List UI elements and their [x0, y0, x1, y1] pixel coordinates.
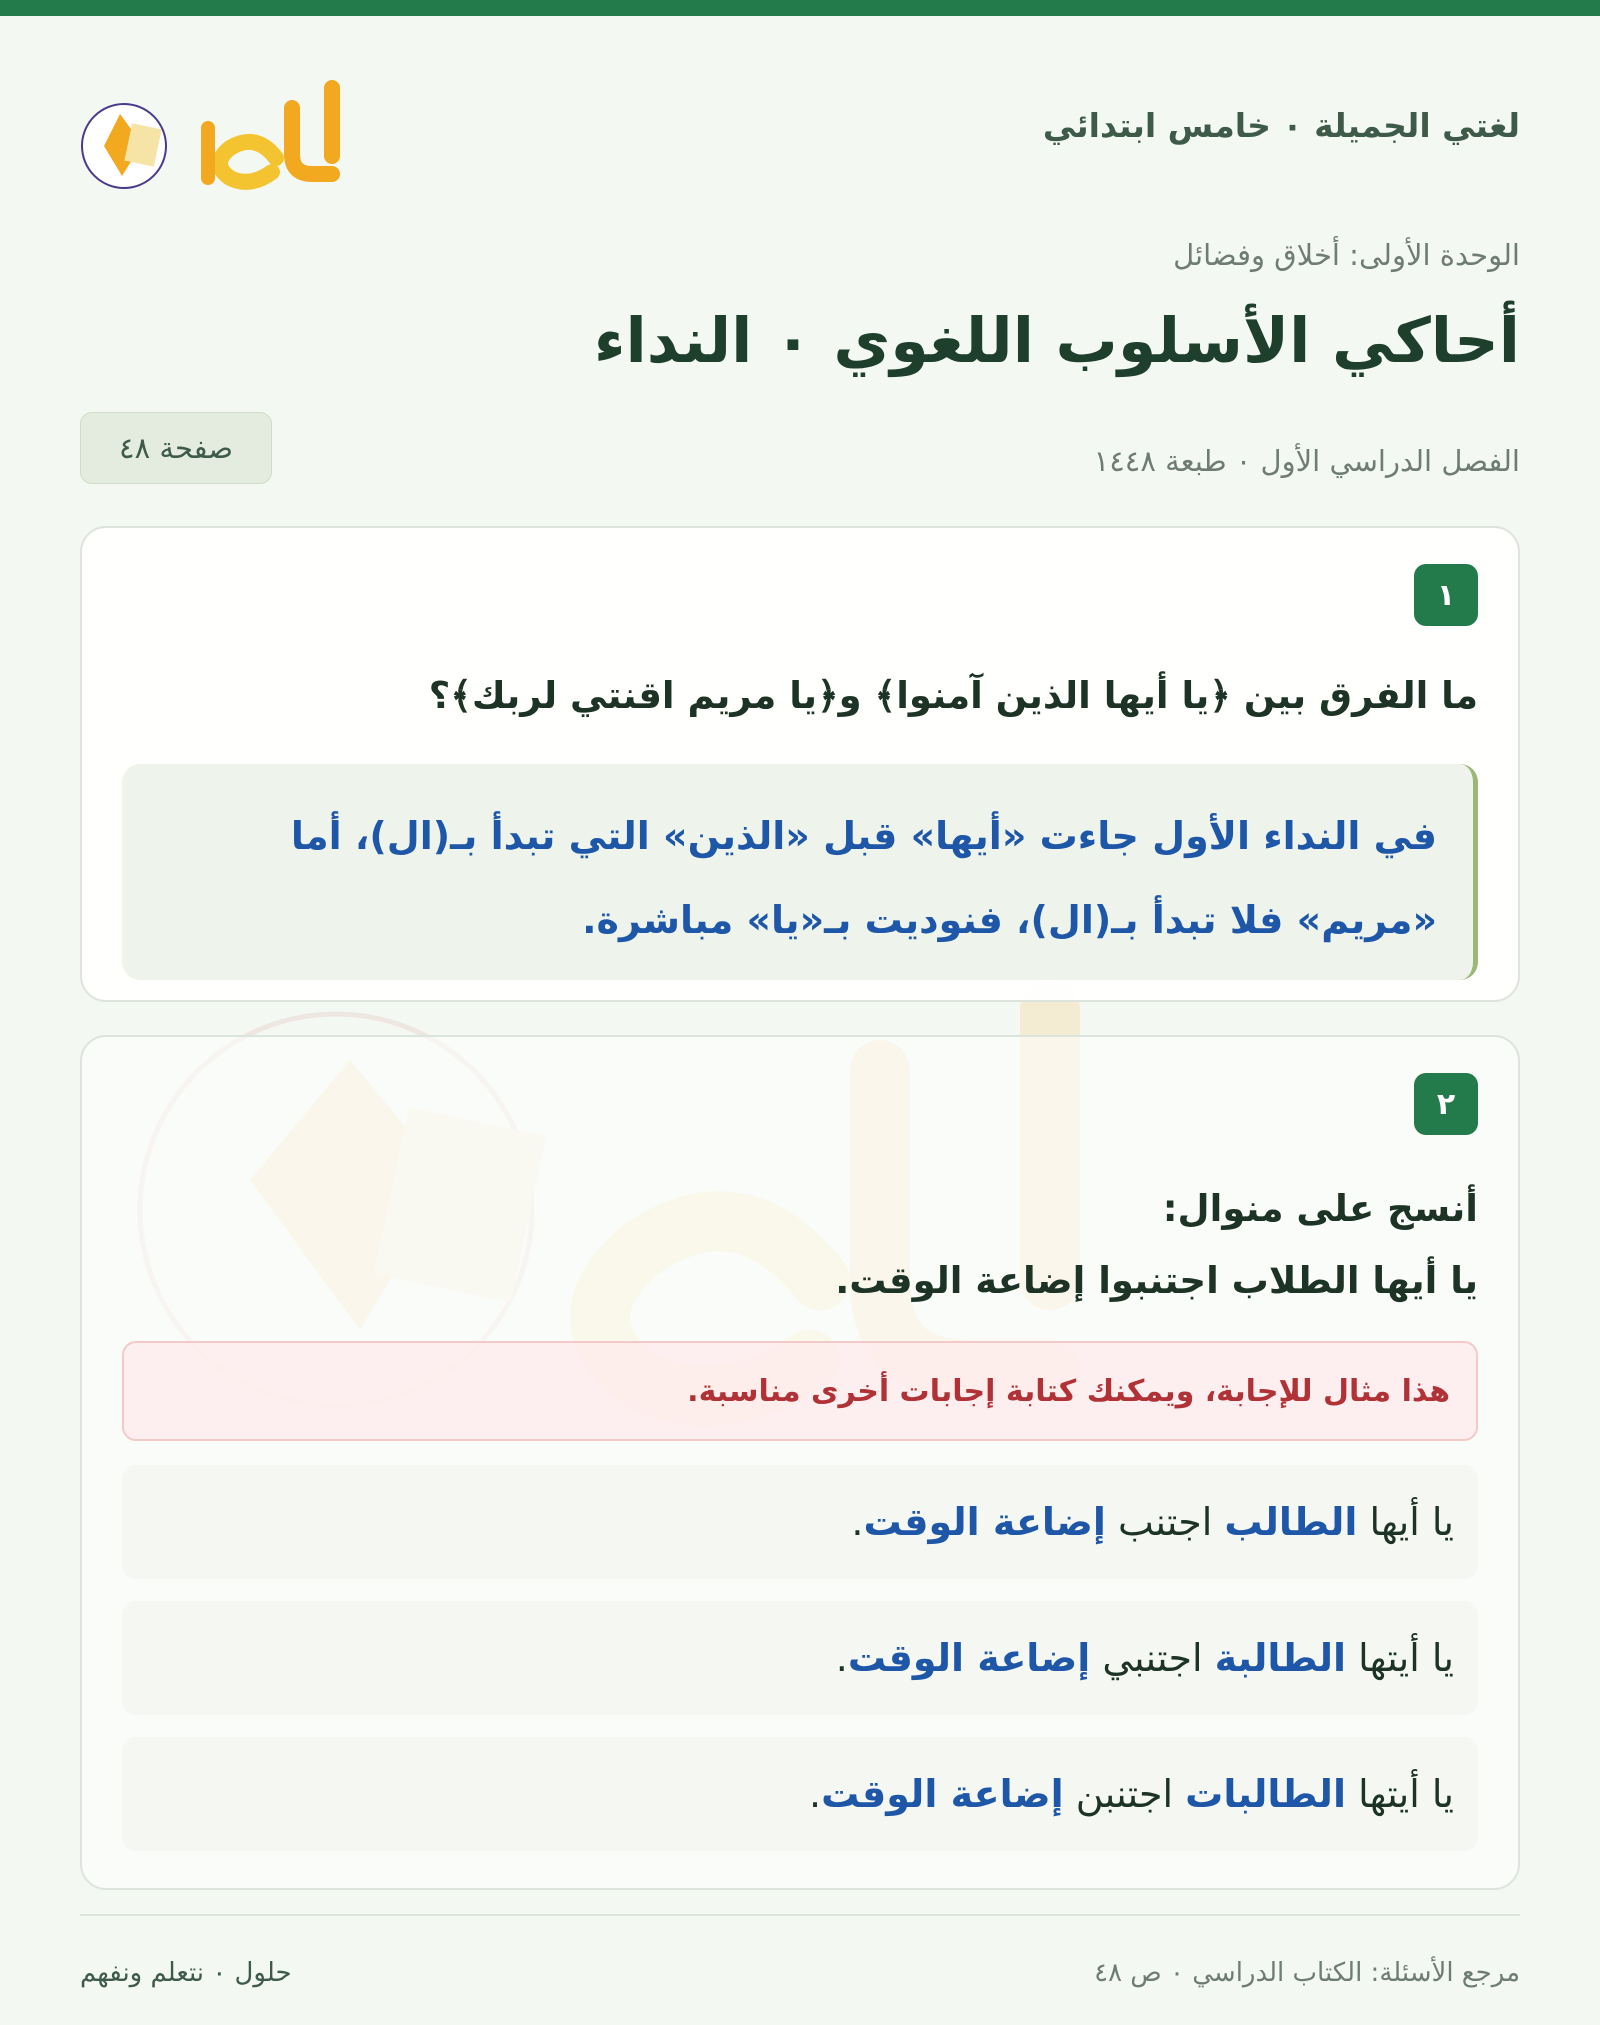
example-text: يا أيتها: [1345, 1636, 1454, 1680]
question-text: ما الفرق بين ﴿يا أيها الذين آمنوا﴾ و﴿يا مريم اقنتي لربك﴾؟: [428, 674, 1478, 717]
example-highlight: الطالبات: [1185, 1772, 1346, 1816]
example-highlight: إضاعة الوقت: [863, 1500, 1106, 1544]
question-text: أنسج على منوال:: [1162, 1187, 1478, 1230]
example-highlight: الطالب: [1224, 1500, 1358, 1544]
example-highlight: إضاعة الوقت: [847, 1636, 1091, 1680]
example-highlight: إضاعة الوقت: [821, 1772, 1064, 1816]
example-text: .: [851, 1500, 864, 1544]
subject-title: لغتي الجميلة ٠ خامس ابتدائي: [1042, 106, 1520, 145]
answer-line: «مريم» فلا تبدأ بـ(ال)، فنوديت بـ«يا» مباشرة.: [582, 898, 1437, 942]
note-box: [122, 1341, 1478, 1441]
logo-book-icon: [80, 68, 360, 208]
top-accent-bar: [0, 0, 1600, 16]
example-answer: [122, 1601, 1478, 1715]
example-text: اجتنبن: [1063, 1772, 1186, 1816]
question-number: ٢: [1414, 1073, 1478, 1135]
example-text: يا أيها: [1357, 1500, 1454, 1544]
page-header: [80, 16, 1520, 216]
unit-label: الوحدة الأولى: أخلاق وفضائل: [1173, 238, 1520, 272]
semester-label: الفصل الدراسي الأول ٠ طبعة ١٤٤٨: [1093, 444, 1520, 478]
question-card-2: [80, 1035, 1520, 1890]
footer-divider: [80, 1914, 1520, 1916]
question-text: يا أيها الطلاب اجتنبوا إضاعة الوقت.: [835, 1259, 1478, 1302]
example-answer: [122, 1465, 1478, 1579]
example-answer: [122, 1737, 1478, 1851]
question-card-1: [80, 526, 1520, 1002]
example-text: يا أيتها: [1345, 1772, 1454, 1816]
lesson-title: أحاكي الأسلوب اللغوي ٠ النداء: [593, 304, 1520, 377]
question-number: ١: [1414, 564, 1478, 626]
example-text: .: [835, 1636, 848, 1680]
example-text: اجتنبي: [1090, 1636, 1215, 1680]
footer-reference: مرجع الأسئلة: الكتاب الدراسي ٠ ص ٤٨: [1094, 1958, 1520, 1988]
answer-box: [122, 764, 1478, 980]
note-text: هذا مثال للإجابة، ويمكنك كتابة إجابات أخرى مناسبة.: [687, 1373, 1450, 1409]
example-highlight: الطالبة: [1214, 1636, 1346, 1680]
page-badge: صفحة ٤٨: [80, 412, 272, 484]
footer-brand: حلول ٠ نتعلم ونفهم: [80, 1958, 292, 1988]
example-text: اجتنب: [1105, 1500, 1225, 1544]
example-text: .: [809, 1772, 822, 1816]
answer-line: في النداء الأول جاءت «أيها» قبل «الذين» التي تبدأ بـ(ال)، أما: [290, 814, 1437, 858]
